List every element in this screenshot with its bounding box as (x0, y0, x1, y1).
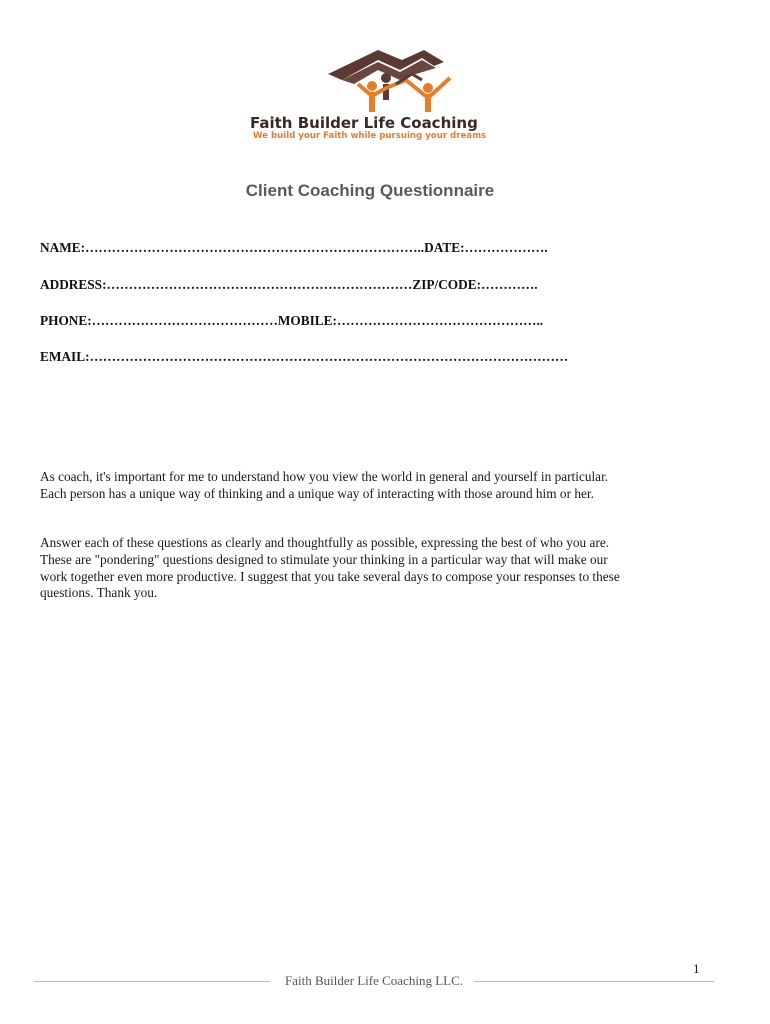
paragraph-line: Each person has a unique way of thinking and a unique way of interacting with those around him or her. (40, 485, 594, 501)
address-field[interactable]: …………………………………………………………… (106, 277, 413, 292)
intro-paragraph (40, 469, 700, 503)
paragraph-line: work together even more productive. I suggest that you take several days to compose your responses to these (40, 568, 620, 584)
address-zip-line (40, 277, 538, 293)
zip-field[interactable]: …………. (481, 277, 538, 292)
paragraph-line: As coach, it's important for me to understand how you view the world in general and yourself in particular. (40, 469, 609, 484)
paragraph-line: Answer each of these questions as clearly and thoughtfully as possible, expressing the best of who you are. (40, 535, 610, 550)
instructions-paragraph (40, 535, 700, 602)
name-date-line (40, 240, 548, 256)
name-field[interactable]: ………………………………………………………………….. (85, 240, 425, 255)
footer-company-name: Faith Builder Life Coaching LLC. (285, 973, 463, 988)
mobile-field[interactable]: ……………………………………….. (336, 313, 544, 328)
paragraph-line: questions. Thank you. (40, 585, 158, 601)
email-label: EMAIL: (40, 349, 90, 364)
paragraph-line: These are "pondering" questions designed to stimulate your thinking in a particular way that will make our (40, 551, 608, 567)
date-field[interactable]: ………………. (464, 240, 548, 255)
phone-mobile-line (40, 313, 543, 329)
date-label: DATE: (424, 240, 465, 255)
document-title: Client Coaching Questionnaire (245, 181, 495, 200)
mobile-label: MOBILE: (277, 313, 337, 328)
email-field[interactable]: ……………………………………………………………………………………………… (89, 349, 569, 364)
page-number: 1 (693, 961, 700, 976)
brand-tagline: We build your Faith while pursuing your dreams (253, 131, 487, 141)
zip-label: ZIP/CODE: (412, 277, 482, 292)
name-label: NAME: (40, 240, 86, 255)
address-label: ADDRESS: (40, 277, 107, 292)
phone-label: PHONE: (40, 313, 92, 328)
brand-name: Faith Builder Life Coaching (250, 114, 478, 132)
email-line (40, 349, 568, 365)
phone-field[interactable]: …………………………………… (91, 313, 278, 328)
